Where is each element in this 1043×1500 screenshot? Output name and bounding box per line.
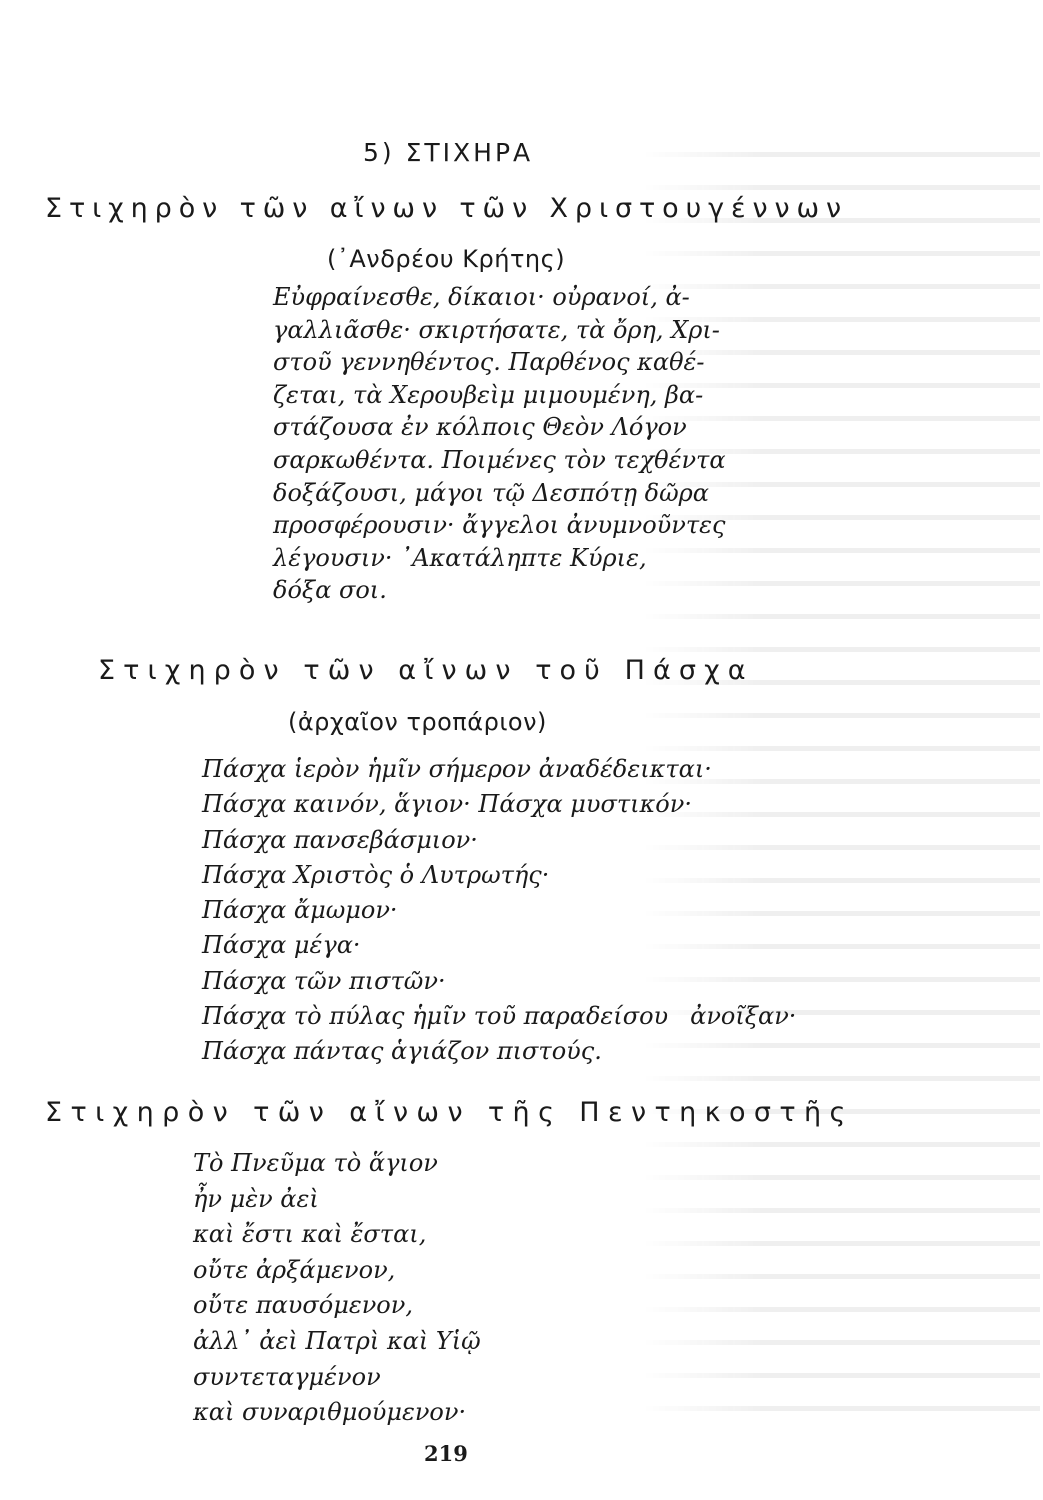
hymn-attribution-pascha: (ἀρχαῖον τροπάριον) [288, 708, 547, 736]
verse-line: Πάσχα ἱερὸν ἡμῖν σήμερον ἀναδέδεικται· [202, 755, 712, 783]
hymn-heading-pascha: Στιχηρὸν τῶν αἴνων τοῦ Πάσχα [98, 655, 754, 686]
verse-line: δόξα σοι. [273, 576, 387, 605]
hymn-heading-pentecost: Στιχηρὸν τῶν αἴνων τῆς Πεντηκοστῆς [45, 1097, 854, 1128]
verse-line: καὶ ἔστι καὶ ἔσται, [193, 1220, 427, 1249]
verse-line: προσφέρουσιν· ἄγγελοι ἀνυμνοῦντες [273, 511, 726, 540]
hymn-text-christmas [273, 281, 726, 607]
verse-line: στοῦ γεννηθέντος. Παρθένος καθέ- [273, 348, 705, 377]
verse-line: Πάσχα ἄμωμον· [202, 896, 398, 925]
verse-line: καὶ συναριθμούμενον· [193, 1398, 467, 1427]
verse-line: οὔτε παυσόμενον, [193, 1291, 413, 1320]
verse-line: δοξάζουσι, μάγοι τῷ Δεσπότῃ δῶρα [273, 478, 709, 507]
verse-line: Πάσχα μέγα· [202, 931, 361, 960]
verse-line: στάζουσα ἐν κόλποις Θεὸν Λόγον [273, 413, 687, 442]
section-title: 5) ΣΤΙΧΗΡΑ [363, 138, 534, 167]
verse-line: Εὐφραίνεσθε, δίκαιοι· οὐρανοί, ἀ- [273, 283, 690, 311]
verse-line-start: Πάσχα τὸ πύλας ἡμῖν τοῦ παραδείσου [202, 1002, 669, 1031]
verse-line: Πάσχα πανσεβάσμιον· [202, 825, 478, 854]
hymn-text-pascha [202, 753, 796, 1071]
hymn-attribution-christmas: (᾿Ανδρέου Κρήτης) [327, 245, 566, 273]
verse-line: οὔτε ἀρξάμενον, [193, 1255, 396, 1284]
hymn-text-pentecost [193, 1147, 481, 1432]
verse-line: ἦν μὲν ἀεὶ [193, 1184, 319, 1213]
page-number: 219 [424, 1441, 468, 1466]
verse-line: συντεταγμένον [193, 1362, 381, 1391]
verse-line: Τὸ Πνεῦμα τὸ ἅγιον [193, 1149, 438, 1177]
verse-line: σαρκωθέντα. Ποιμένες τὸν τεχθέντα [273, 445, 726, 474]
verse-line: γαλλιᾶσθε· σκιρτήσατε, τὰ ὄρη, Χρι- [273, 315, 720, 344]
verse-line: Πάσχα πάντας ἁγιάζον πιστούς. [202, 1037, 602, 1066]
verse-line: ζεται, τὰ Χερουβεὶμ μιμουμένη, βα- [273, 380, 704, 409]
verse-line [202, 1000, 796, 1035]
hymn-heading-christmas: Στιχηρὸν τῶν αἴνων τῶν Χριστουγέννων [45, 193, 848, 224]
verse-line: Πάσχα τῶν πιστῶν· [202, 966, 446, 995]
verse-line: Πάσχα καινόν, ἅγιον· Πάσχα μυστικόν· [202, 790, 692, 819]
verse-line: λέγουσιν· ᾿Ακατάληπτε Κύριε, [273, 543, 647, 572]
verse-line-end: ἀνοῖξαν· [690, 1002, 797, 1031]
verse-line: ἀλλ᾿ ἀεὶ Πατρὶ καὶ Υἱῷ [193, 1326, 481, 1355]
verse-line: Πάσχα Χριστὸς ὁ Λυτρωτής· [202, 860, 550, 889]
